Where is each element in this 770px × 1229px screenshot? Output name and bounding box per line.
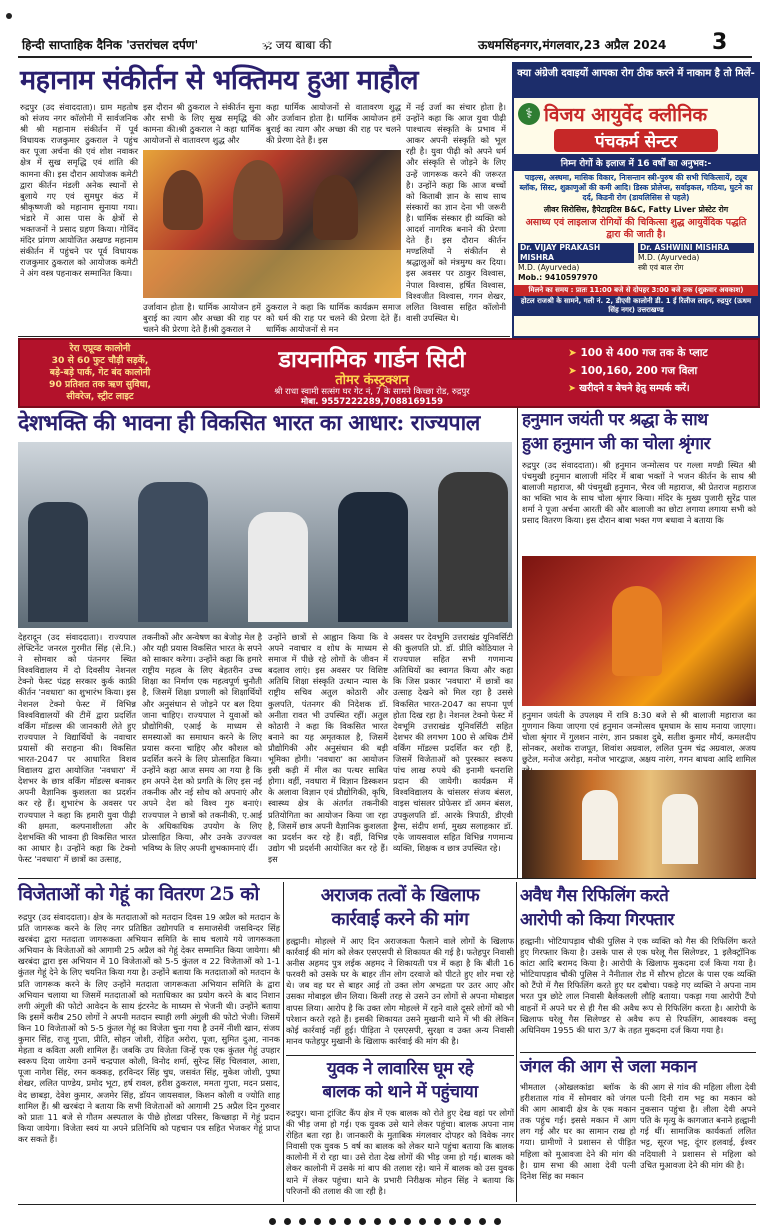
kirtan-headline: महानाम संकीर्तन से भक्तिमय हुआ माहौल <box>20 65 419 96</box>
kirtan-col2-bottom: उर्जावान होता है। धार्मिक आयोजन हमें बुराई का त्याग और अच्छा की राह पर चलने की प्रेरणा देते हैं।श्री ठुकराल ने <box>143 302 261 335</box>
garden-address: श्री राधा स्वामी सत्संग घर गेट नं, 7 के सामने किच्छा रोड, रुद्रपुर <box>274 387 470 397</box>
clinic-address: होटल राजश्री के सामने, गली नं. 2, डीएवी कालोनी डी. 1 ई रिलीज लाइन, रुद्रपुर (ऊधम सिंह नगर) उत्तराखण्ड <box>514 296 758 316</box>
doctor2-note: स्त्री एवं बाल रोग <box>638 263 684 272</box>
doctor2-name: Dr. ASHWINI MISHRA <box>638 243 754 253</box>
doctor2-degree: M.D. (Ayurveda) <box>638 253 700 262</box>
clinic-liver: लीवर सिरोसिस, हैपेटाइटिस B&C, Fatty Liver प्रोस्टेट रोग <box>543 205 729 214</box>
clinic-special: असाध्य एवं लाइलाज रोगियों की चिकित्सा शुद्ध आयुर्वेदिक पद्धति द्वारा की जाती है। <box>525 217 747 240</box>
footer-registration-marks <box>0 1210 770 1229</box>
arrow-icon: ➤ <box>568 383 576 394</box>
garden-city-ad <box>18 338 760 408</box>
child-body: रुद्रपुर। थाना ट्रांजिट कैंप क्षेत्र में एक बालक को रोते हुए देख वहां पर लोगों की भीड़ जमा हो गई। एक युवक उसे थाने लेकर पहुंचा। बालक अपना नाम रोहित बता रहा है। जानकारी के मुताबिक मंगलवार दोपहर को विवेक नगर निवासी एक युवक 5 वर्ष का बालक को लेकर थाने पहुंचा बताया कि बालक कालोनी में रो रहा था। उसे रोता देख लोगों की भीड़ जमा हो गई। बालक को लेकर कालोनी में उसके मां बाप की तलाश रहे। थाने में बालक को उस युवक थाने में लेकर पहुंचा। थाने के प्रभारी निरीक्षक मोहन सिंह ने बताया कि परिजनों की तलाश की जा रही है। <box>286 1108 514 1196</box>
fire-headline: जंगल की आग से जला मकान <box>520 1057 697 1077</box>
clinic-subname: पंचकर्म सेन्टर <box>554 129 718 152</box>
fire-col1: भीमताल (ओखलकांडा ब्लॉक के हरीशताल गांव में सोमवार को जंगल की आग आबादी क्षेत्र के एक मकान तक पहुंच गई। इससे मकान में आग लग गई और घर का सामान राख हो गया। ग्रामीणों ने प्रशासन से पीड़ित महिला को मुआवजा देने की मांग की है। ग्राम सभा की आशा देवी पत्नी दिनेश सिंह का मकान <box>520 1082 636 1181</box>
hanuman-caption: हनुमान जयंती के उपलक्ष्य में रात्रि 8:30 बजे से श्री बालाजी महाराज का गुणगान किया जाएगा एवं हनुमान जन्मोत्सव धूमधाम के साथ मनाया जाएगा। चोला श्रृंगार में गुलशन नारंग, ज्ञान प्रकाश दुबे, सतीश कुमार मौर्य, कमलदीप सोनकर, अशोक राजपूत, शिवांश अग्रवाल, ललित पुनम चंद्र अग्रवाल, अजय छुटेल, मनोज अरोड़ा, मनोज भारद्वाज, अक्षय नारंग, गगन बाधवा आदि शामिल <box>522 710 756 765</box>
masthead-rule <box>18 56 752 58</box>
doctor1-name: Dr. VIJAY PRAKASH MISHRA <box>518 243 634 263</box>
kirtan-col4: में नई उर्जा का संचार होता है। उन्होंने कहा कि आज युवा पीढ़ी पाश्चात्य संस्कृति के प्रभाव में आकर अपनी संस्कृति को भूल रही है। युवा पीढ़ी को अपने धर्म और संस्कृति से जोड़ने के लिए उन्हें जागरूक करने की जरूरत है। उन्होंने कहा कि आज बच्चों को किताबी ज्ञान के साथ साथ संस्कारों का ज्ञान देना भी जरूरी है। धार्मिक संस्कार ही व्यक्ति को आदर्श नागरिक बनाने की प्रेरणा देते हैं। इस दौरान कीर्तन मण्डलियों ने संकीर्तन से श्रद्धालुओं को मंत्रमुग्ध कर दिया। इस अवसर पर ठाकुर विश्वास, नेपाल विश्वास, हर्षित विश्वास, विश्वजीत विश्वास, गगन शेखर, ललित विश्वास सहित कॉलोनी वासी उपस्थित थे। <box>406 102 506 323</box>
garden-feature-4: 90 प्रतिशत तक ऋण सुविधा, <box>49 379 151 390</box>
kirtan-col2-top: इस दौरान श्री ठुकराल ने संकीर्तन सुना और सभी के लिए सुख समृद्धि की कामना की।श्री ठुकराल ने कहा धार्मिक आयोजनों से वातावरण शुद्ध और <box>143 102 261 146</box>
rule-criminals-right <box>516 882 517 1202</box>
garden-feature-3: बड़े-बड़े पार्क, गेट बंद कालोनी <box>49 367 151 378</box>
gas-body: हल्द्वानी। भोटियापड़ाव चौकी पुलिस ने एक व्यक्ति को गैस की रिफिलिंग करते हुए गिरफ्तार किया है। उसके पास से एक घरेलू गैस सिलेण्डर, 1 इलैक्ट्रॉनिक कांटा आदि बरामद किया है। आरोपी के खिलाफ मुकदमा दर्ज किया गया है। भोटियापड़ाव चौकी पुलिस ने नैनीताल रोड में सौरभ होटल के पास एक व्यक्ति को टैंपो में गैस रिफिलिंग करते हुए धर दबोचा। पकड़े गए व्यक्ति ने अपना नाम भरत पुत्र छोटे लाल निवासी बैलेकलली लौहि बताया। पकड़ा गया आरोपी टैंपो वाहनों में अपने घर से ही गैस की अवैध रूप से रिफिलिंग करता है। आरोपी के खिलाफ घरेलू गैस सिलेण्डर से अवैध रूप से रिफलिंग, आवश्यक वस्तु अधिनियम 1955 की धारा 3/7 के तहत मुकदमा दर्ज किया गया है। <box>520 936 756 1035</box>
garden-feature-5: सीवरेज, स्ट्रीट लाइट <box>66 391 134 402</box>
garden-title: डायनामिक गार्डन सिटी <box>278 347 466 373</box>
rule-kirtan-bottom <box>18 336 510 337</box>
clinic-ad <box>512 62 760 338</box>
rule-desh-right <box>517 408 518 878</box>
garden-feature-2: 30 से 60 फुट चौड़ी सड़कें, <box>51 355 149 366</box>
hanuman-photo-2 <box>522 770 756 878</box>
garden-features-left <box>24 343 176 403</box>
rule-mid <box>18 878 756 879</box>
clinic-name: विजय आयुर्वेद क्लीनिक <box>544 104 708 126</box>
kirtan-photo <box>143 150 401 298</box>
hanuman-headline-2: हुआ हनुमान जी का चोला श्रृंगार <box>522 434 711 454</box>
kirtan-col3-bottom: ठुकराल ने कहा कि धार्मिक कार्यक्रम समाज को धर्म की राह पर चलने की प्रेरणा देते हैं। धार्मिक आयोजनों से मन <box>266 302 401 335</box>
desh-col1: देहरादून (उद संवाददाता)। राज्यपाल लेफ्टिनेंट जनरल गुरमीत सिंह (से.नि.) ने सोमवार को पंतनगर स्थित विश्वविद्यालय में दो दिवसीय नेशनल टेक्नो फेस्ट पंद्रह सरकार कुर्क काफ़ी कीर्तन 'नवधारा' का शुभारंभ किया। इस नेशनल टेक्नो फेस्ट में विभिन्न विश्वविद्यालयों की टीमें द्वारा प्रदर्शित वर्किंग मॉडल्स की जानकारी लेते हुए राज्यपाल ने विद्यार्थियों के नवाचार प्रयासों की सराहना की। विकसित भारत-2047 पर आधारित विशव विद्यालय द्वारा आयोजित 'नवधारा' में देशभर के छात्र वर्किंग मॉडल्स बनाकर अपनी वैज्ञानिक कुशलता का प्रदर्शन कर रहे हैं। शुभारंभ के अवसर पर राज्यपाल ने कहा कि हमारी युवा पीढ़ी की क्षमता, कल्पनाशीलता और देशभक्ति की भावना ही विकसित भारत का आधार है। उन्होंने कहा कि टेक्नो फेस्ट 'नवधारा' में छात्रों का उत्साह, <box>18 632 136 864</box>
doctor1-mobile: Mob.: 9410597970 <box>518 273 598 282</box>
garden-right-2: ➤ 100,160, 200 गज विला <box>568 365 698 377</box>
clinic-doctors <box>514 243 758 283</box>
desh-headline: देशभक्ति की भावना ही विकसित भारत का आधार: राज्यपाल <box>18 411 480 436</box>
garden-right-1: ➤ 100 से 400 गज तक के प्लाट <box>568 347 708 359</box>
hanuman-headline-1: हनुमान जयंती पर श्रद्धा के साथ <box>522 410 708 430</box>
desh-col4: अवसर पर देवभूमि उत्तराखंड यूनिवर्सिटी की कुलपति प्रो. डॉ. प्रीति कोठियाल ने राज्यपाल सहित सभी गणमान्य अतिथियों का स्वागत किया और कहा कि जिस प्रकार 'नवधारा' में छात्रों का उत्साह देखने को मिल रहा है उससे विकसित भारत-2047 का सपना पूर्ण होता दिख रहा है। नेशनल टेक्नो फेस्ट में देवभूमि उत्तराखंड यूनिवर्सिटी सहित देशभर की लगभग 100 से अधिक टीमें वर्किंग मॉडल्स प्रदर्शित कर रही हैं, जिसमें विजेताओं को पुरस्कार स्वरूप पांच लाख रुपये की इनामी धनराशि प्रदान की जायेगी। कार्यक्रम में विश्वविद्यालय के चांसलर संजय बंसल, वाइस चांसलर प्रोफेसर डॉ अमन बंसल, उपकुलपति डॉ. आरके त्रिपाठी, डीएवी ड्रैग्स, संदीप शर्मा, मुख्य सलाहकार डॉ. एके जायसवाल सहित विभिन्न गणमान्य व्यक्ति, शिक्षक व छात्र उपस्थित रहे। <box>393 632 513 853</box>
slogan: 🕉 जय बाबा की <box>262 38 332 52</box>
clinic-name-row <box>514 98 758 127</box>
criminals-headline-1: अराजक तत्वों के खिलाफ <box>320 885 480 906</box>
kirtan-col3-top: कहा धार्मिक आयोजनों से वातावरण शुद्ध और उर्जावान होता है। धार्मिक आयोजन हमें बुराई का त्याग और अच्छा की राह पर चलने की प्रेरणा देते हैं। इस <box>266 102 401 146</box>
om-icon: 🕉 <box>262 39 272 52</box>
criminals-headline-2: कार्रवाई करने की मांग <box>331 909 469 930</box>
rule-gas-bottom <box>520 1052 756 1053</box>
rule-criminals-bottom <box>286 1055 514 1056</box>
arrow-icon: ➤ <box>568 347 577 359</box>
clinic-logo-icon: ⚕ <box>518 103 540 125</box>
gas-headline-2: आरोपी को किया गिरफ्तार <box>520 910 674 930</box>
doctor1-degree: M.D. (Ayurveda) <box>518 263 580 272</box>
clinic-tagline: क्या अंग्रेजी दवाइयों आपका रोग ठीक करने में नाकाम है तो मिलें- <box>514 64 758 98</box>
masthead <box>0 0 770 60</box>
clinic-timing: मिलने का समय : प्रातः 11:00 बजे से दोपहर 3:00 बजे तक (शुक्रवार अवकाश) <box>514 285 758 296</box>
wheat-headline: विजेताओं को गेहूं का वितरण 25 को <box>18 884 259 905</box>
child-headline-1: युवक ने लावारिस घूम रहे <box>326 1059 474 1079</box>
dateline: ऊधमसिंहनगर,मंगलवार,23 अप्रैल 2024 <box>478 38 667 52</box>
garden-subtitle: तोमर कंस्ट्रक्शन <box>335 373 409 388</box>
garden-phone: मोबा. 9557222289,7088169159 <box>300 397 444 407</box>
rule-footer <box>18 1204 756 1205</box>
clinic-experience: निम्न रोगों के इलाज में 16 वर्षों का अनुभव:- <box>514 154 758 171</box>
fire-col2: की आग से गांव की महिला लीला देवी पत्नी दिनी राम भट्ट का मकान को नुकसान पहुंचा है। लीला देवी अपने पति के मृत्यु के कागजात बनाने हल्द्वानी गई थीं। सामाजिक कार्यकर्ता ललित भट्ट, सूरज भट्ट, दूंगर हलवाई, ईश्वर नदियाली ने प्रशासन से महिला को उचित मुआवजा देने की मांग की है। <box>640 1082 756 1170</box>
desh-photo <box>18 442 512 628</box>
child-headline-2: बालक को थाने में पहुंचाया <box>322 1082 478 1102</box>
clinic-diseases: पाइल्स, अस्थमा, मासिक विकार, निःसन्तान स्त्री-पुरुष की सभी चिकित्सायें, ट्यूब ब्लॉक, सिस्ट, शुक्राणुओं की कमी आदि। डिस्क प्रोलेप्स, सर्वाइकल, गठिया, घुटने का दर्द, किडनी रोग (डायलिसिस से पहले) <box>519 173 753 202</box>
arrow-icon: ➤ <box>568 365 577 377</box>
hanuman-body: रुद्रपुर (उद संवाददाता)। श्री हनुमान जन्मोत्सव पर गल्ला मण्डी स्थित श्री पंचमुखी हनुमान बालाजी मंदिर में बाबा भक्तों ने भजन कीर्तन के साथ श्री बालाजी महाराज, श्री पंचमुखी हनुमान, भैरव जी महाराज, श्री प्रेतराज महाराज का भक्ति भाव के साथ चोला श्रृंगार किया। मंदिर के मुख्य पुजारी सुरेंद्र पाल शर्मा ने पूजा अर्चना आरती की और बालाजी का छोटा लगाया लगाया सभी को प्रसाद वितरण किया। इस दौरान बाबा भक्त गण बधावा ने बताया कि <box>522 460 756 526</box>
rule-wheat-right <box>283 882 284 1202</box>
garden-features-right <box>568 344 754 398</box>
wheat-body: रुद्रपुर (उद संवाददाता)। क्षेत्र के मतदाताओं को मतदान दिवस 19 अप्रैल को मतदान के प्रति जागरूक करने के लिए नगर प्रतिष्ठित उद्योगपति व समाजसेवी जसविन्दर सिंह खरबंदा द्वारा मतदाता जागरूकता अभियान समिति के साथ चलाये गये जागरूकता अभियान के विजेताओं को आगामी 25 अप्रैल को गेहूं देकर सम्मानित किया जायेगा। श्री खरबंदा द्वारा इस अभियान में 10 विजेताओं को 5-5 कुंतल व 22 विजेताओं को 1-1 कुंतल गेहूं देने के लिए चयनित किया गया है। उन्होंने बताया कि मतदाताओं को मतदान के प्रति जागरूक करने के लिए उन्होंने मतदाता जागरूकता अभियान समिति के द्वारा अभियान चलाया था जिसमें मतदाताओं को मताधिकार का प्रयोग करने के बाद निशान लगी अंगुली की फोटो आवेदन के साथ इंटरनेट के माध्यम से भेजनी थी। उन्होंने बताया कि इसमें करीब 250 लोगों ने अपनी मतदान स्याही लगी अंगुली की फोटो भेजी। जिसमें किन 10 विजेताओं को 5-5 कुंतल गेहूं का विजेता चुना गया है उनमें नीशी खान, संजय कुमार सिंह, राजू गुप्ता, प्रीति, सोहन जोशी, रोहित अरोरा, पूजा, सुमित दुआ, नानक मेहता व कविता अली शामिल हैं। जबकि उप विजेता जिन्हें एक एक कुंतल गेहूं उपहार स्वरूप दिया जायेगा उनमें चन्द्रपाल कोली, विनोद शर्मा, सुरेन्द्र सिंह चिलवाल, आशा, पूजा नागेश सिंह, रमन कक्कड़, हरविन्दर सिंह चुघ, जसवंत सिंह, मुकेश जोशी, पुष्पा शेखर, ललित पाण्डेय, प्रमोद भूटा, हर्ष रावल, हरीश ठुकराल, ममता गुप्ता, मदन प्रसाद, वेद छाबड़ा, देवेश कुमार, अजमेर सिंह, डॉयन जायसवाल, किशन कोली व ज्योति शाह शामिल हैं। श्री खरबंदा ने बताया कि सभी विजेताओं को आगामी 25 अप्रैल दिन गुरुवार को प्रातः 11 बजे से गौतम अस्पताल के पीछे होलडा परिसर, किच्छाड़ा में गेहूं प्रदान किया जायेगा। विजेता स्वयं या अपने प्रतिनिधि को पहचान पत्र सहित भेजकर गेहूं प्राप्त कर सकते हैं। <box>18 912 280 1144</box>
gas-headline-1: अवैध गैस रिफिलिंग करते <box>520 886 669 906</box>
hanuman-photo-1 <box>522 556 756 706</box>
desh-col2: तकनीकों और अन्वेषण का बेजोड़ मेल है और यही प्रयास विकसित भारत के सपने को साकार करेगा। उन्होंने कहा कि हमारे राष्ट्रीय महत्व के लिए बेहतरीन उच्च शिक्षा का निर्माण एक महत्वपूर्ण चुनौती है, जिसमें शिक्षा प्रणाली को शिक्षार्थियों और अनुसंधान से जोड़ने पर बल दिया जाना चाहिए। राज्यपाल ने युवाओं को प्रौद्योगिकी, एआई के माध्यम से समस्याओं का समाधान करने के लिए प्रयास करना चाहिए और कौशल को प्रदर्शित करने के लिए प्रोत्साहित किया। उन्होंने कहा आज समय आ गया है कि हम अपने देश को प्रगति के लिए इस नई तकनीक और नई सोच को अपनाएं और अपने देश को विश्व गुरु बनाएं। राज्यपाल ने छात्रों को तकनीकी, ए.आई के अधिकाधिक उपयोग के लिए प्रोत्साहित किया, और उनके उज्ज्वल भविष्य के लिए अपनी शुभकामनाएं दीं। <box>142 632 262 853</box>
criminals-body: हल्द्वानी। मोहल्ले में आए दिन अराजकता फैलाने वाले लोगों के खिलाफ कार्रवाई की मांग को लेकर एसएसपी से शिकायत की गई है। फतेहपुर निवासी अनीस अहमद पुत्र लईक अहमद ने शिकायती पत्र में कहा है कि बीती 16 फरवरी को उसके घर के बाहर तीन लोग दरवाजे को पीटते हुए शोर मचा रहे थे। जब वह घर से बाहर आई तो उक्त लोग अभद्रता पर उतर आए और उसका मोबाइल छीन लिया। किसी तरह से उसने उन लोगों से अपना मोबाइल वापस लिया। आरोप है कि उक्त लोग मोहल्ले में रहने वाले दूसरे लोगों को भी परेशान करते रहते हैं। इसकी शिकायत उसने मुखानी थाने में भी की लेकिन कोई कार्रवाई नहीं हुई। पीड़िता ने एसएसपी, सुरक्षा व उक्त अन्य निवासी मानव फतेहपुर मुखानी के खिलाफ कार्रवाई की मांग की है। <box>286 936 514 1046</box>
desh-col3: उन्होंने छात्रों से आह्वान किया कि वे अपने नवाचार व शोध के माध्यम से समाज में पीछे रहे लोगों के जीवन में बदलाव लाएं। इस अवसर पर विशिष्ट अतिथि शिक्षा संस्कृति उत्थान न्यास के राष्ट्रीय सचिव अतुल कोठारी और कुलपति, पंतनगर की निदेशक डॉ. अनीता रावत भी उपस्थित रहीं। अतुल कोठारी ने कहा कि विकसित भारत बनाने का यह अमृतकाल है, जिसमें प्रौद्योगिकी और अनुसंधान की बड़ी भूमिका होगी। 'नवधारा' का आयोजन इसी कड़ी में मील का पत्थर साबित होगा। वहीं, नवधारा में विज्ञान डिस्कशन के अलावा विज्ञान एवं प्रौद्योगिकी, कृषि, स्वास्थ्य क्षेत्र के अंतर्गत तकनीकी प्रतियोगिता का आयोजन किया जा रहा है, जिसमें छात्र अपनी वैज्ञानिक कुशलता का प्रदर्शन कर रहे हैं। वहीं, विभिन्न उद्योग भी प्रदर्शनी आयोजित कर रहे हैं। इस <box>268 632 388 864</box>
garden-feature-1: रेरा एप्रूव्ड कालोनी <box>69 343 131 354</box>
garden-right-3: ➤ खरीदने व बेचने हेतु सम्पर्क करें। <box>568 383 690 394</box>
page-number: 3 <box>712 30 728 55</box>
masthead-dots-left <box>6 4 12 23</box>
kirtan-col1: रुद्रपुर (उद संवाददाता)। ग्राम महतोष को संजय नगर कॉलोनी में सार्वजनिक श्री श्री महानाम संकीर्तन में पूर्व विधायक राजकुमार ठुकराल ने पहुंच कर पूजा अर्चना की एवं शोश नवाकर क्षेत्र में सुख समृद्धि एवं शांति की कामना की। इस दौरान आयोजक कमेटी द्वारा कीर्तन मंडली अनेक स्थानों से बुलाये गए एवं सुमधुर कंठ में श्रीकृष्णजी को महानाम सुनाया गया। भंडारे में आस पास के क्षेत्रों से भक्तजनों ने प्रसाद ग्रहण किया। गोविंद मंदिर प्रांगण आयोजित अखण्ड महानाम संकीर्तन में पहुंचने पर पूर्व विधायक राजकुमार ठुकराल को आयोजक कमेटी ने अंग वस्त्र पहनाकर सम्मानित किया। <box>20 102 138 279</box>
paper-name: हिन्दी साप्ताहिक दैनिक 'उत्तरांचल दर्पण' <box>22 38 199 52</box>
